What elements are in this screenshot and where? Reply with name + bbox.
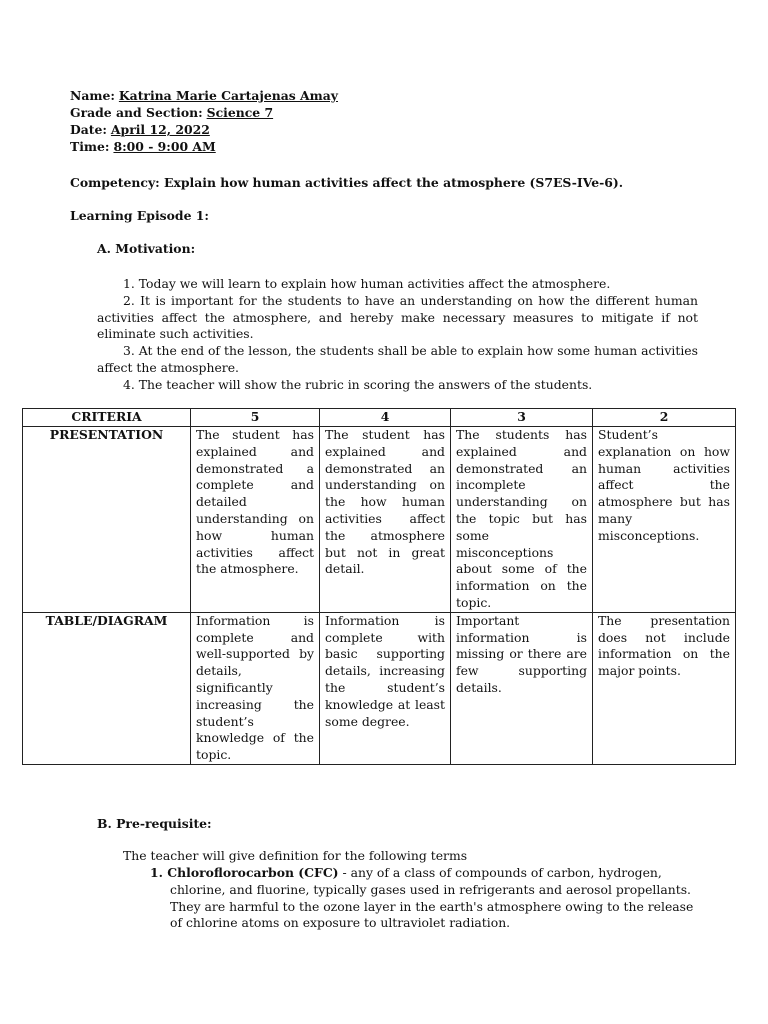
motivation-heading: A. Motivation: [97,241,196,256]
time-line [70,139,338,156]
rubric-cell: Information is complete with basic supporting details, increasing the student’s knowledge at least some degree. [320,612,451,764]
motivation-item: 4. The teacher will show the rubric in scoring the answers of the students. [123,376,593,392]
date-line [70,122,338,139]
rubric-cell: Important information is missing or there are few supporting details. [451,612,593,764]
grade-label: Grade and Section: [70,105,203,120]
definition-body [150,881,694,932]
rubric-cell: Student’s explanation on how human activities affect the atmosphere but has many misconceptions. [593,427,736,613]
prerequisite-heading: B. Pre-requisite: [97,816,212,831]
definition-term: 1. Chloroflorocarbon (CFC) [150,865,339,880]
motivation-list [97,276,698,394]
date-value: April 12, 2022 [110,122,210,137]
competency: Competency: Explain how human activities affect the atmosphere (S7ES-IVe-6). [70,175,624,190]
name-label: Name: [70,88,115,103]
rubric-cell: The presentation does not include information on the major points. [593,612,736,764]
rubric-header-4: 4 [320,409,451,427]
table-row [23,612,736,764]
rubric-criteria: TABLE/DIAGRAM [23,612,191,764]
student-info [70,88,338,156]
time-value: 8:00 - 9:00 AM [113,139,216,154]
rubric-cell: The students has explained and demonstrated an incomplete understanding on the topic but has some misconceptions about some of the information on the topic. [451,427,593,613]
rubric-criteria: PRESENTATION [23,427,191,613]
prerequisite-intro: The teacher will give definition for the following terms [123,848,468,863]
rubric-header-row [23,409,736,427]
rubric-cell: Information is complete and well-supported by details, significantly increasing the student’s knowledge of the topic. [191,612,320,764]
definition-line: of chlorine atoms on exposure to ultraviolet radiation. [170,915,511,931]
definition-item [150,865,694,932]
time-label: Time: [70,139,110,154]
learning-episode-heading: Learning Episode 1: [70,208,209,223]
rubric-cell: The student has explained and demonstrated an understanding on the how human activities affect the atmosphere but not in great detail. [320,427,451,613]
grade-value: Science 7 [206,105,274,120]
motivation-item: 1. Today we will learn to explain how human activities affect the atmosphere. [123,276,611,291]
name-value: Katrina Marie Cartajenas Amay [118,88,338,103]
rubric-cell: The student has explained and demonstrated a complete and detailed understanding on how human activities affect the atmosphere. [191,427,320,613]
rubric-header-3: 3 [451,409,593,427]
rubric-header-2: 2 [593,409,736,427]
grade-line [70,105,338,122]
rubric-header-5: 5 [191,409,320,427]
rubric-header-criteria: CRITERIA [23,409,191,427]
motivation-item: 2. It is important for the students to have an understanding on how the different human activities affect the atmosphere, and hereby make necessary measures to mitigate if not eliminate such activities. [97,292,698,342]
date-label: Date: [70,122,107,137]
motivation-item: 3. At the end of the lesson, the students shall be able to explain how some human activities affect the atmosphere. [97,343,698,375]
table-row [23,427,736,613]
definition-line: They are harmful to the ozone layer in the earth's atmosphere owing to the release [170,898,694,914]
name-line [70,88,338,105]
definition-lead: - any of a class of compounds of carbon, hydrogen, [338,865,662,880]
definition-line: chlorine, and fluorine, typically gases used in refrigerants and aerosol propellants. [170,881,691,897]
rubric-table [22,408,736,765]
definition-first-line [150,865,690,882]
